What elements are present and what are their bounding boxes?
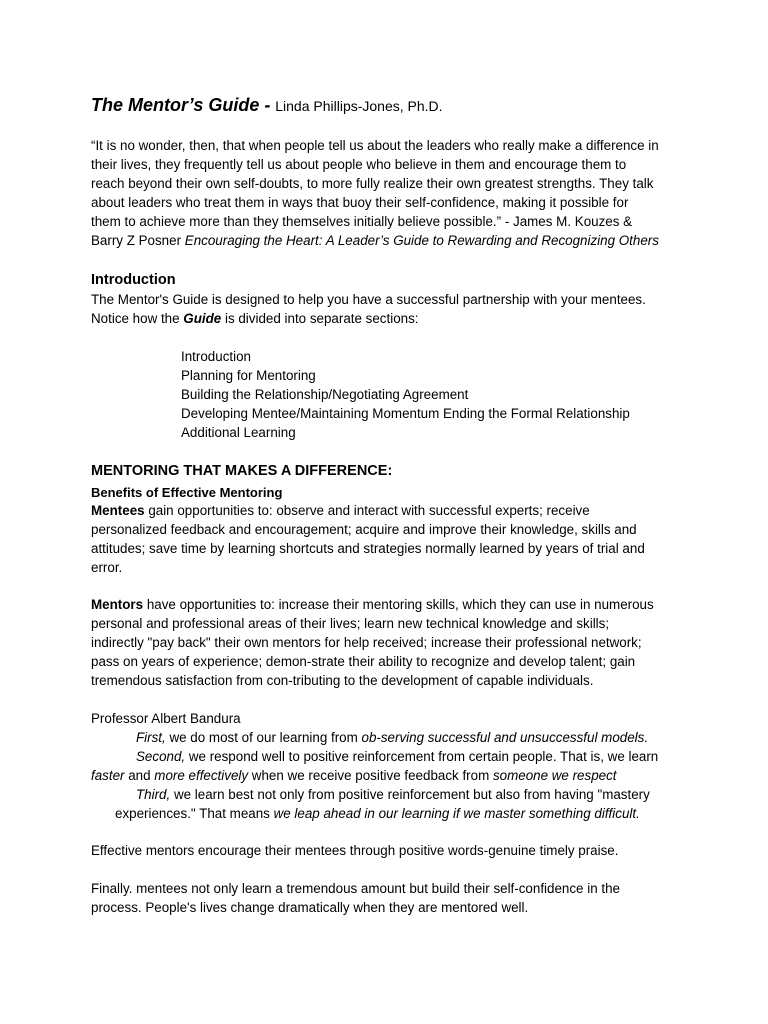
body-text: experiences." That means: [115, 806, 274, 821]
body-text: and: [124, 768, 155, 783]
emphasis: Third,: [136, 787, 171, 802]
mentors-line: pass on years of experience; demon-strate their ability to recognize and develop talent; gain: [91, 654, 636, 669]
bandura-name: Professor Albert Bandura: [91, 711, 241, 726]
author-name: Linda Phillips-Jones, Ph.D.: [275, 98, 443, 114]
intro-text: is divided into separate sections:: [221, 311, 419, 326]
finally-line: process. People's lives change dramatically when they are mentored well.: [91, 900, 529, 915]
bandura-second-cont: [91, 766, 691, 785]
quote-authors: Barry Z Posner: [91, 233, 185, 248]
guide-title: The Mentor’s Guide -: [91, 95, 271, 115]
introduction-body: [91, 290, 691, 328]
intro-text: Notice how the: [91, 311, 184, 326]
finally-line: Finally. mentees not only learn a tremendous amount but build their self-confidence in the: [91, 881, 620, 896]
guide-emphasis: Guide: [183, 311, 222, 326]
bandura-second: [91, 747, 691, 766]
benefits-subheading: Benefits of Effective Mentoring: [91, 485, 283, 500]
emphasis: more effectively: [154, 768, 249, 783]
body-text: we respond well to positive reinforcement from certain people. That is, we learn: [185, 749, 659, 764]
mentees-line: [91, 501, 691, 520]
body-text: we do most of our learning from: [165, 730, 362, 745]
emphasis: ob-serving successful and unsuccessful models.: [361, 730, 649, 745]
book-title: Encouraging the Heart: A Leader’s Guide to Rewarding and Recognizing Others: [184, 233, 659, 248]
opening-quote: [91, 136, 691, 250]
mentees-label: Mentees: [91, 503, 145, 518]
quote-line: about leaders who treat them in ways that buoy their self-confidence, making it possible for: [91, 195, 629, 210]
list-item: Planning for Mentoring: [181, 368, 316, 383]
quote-line: their lives, they frequently tell us about people who believe in them and encourage them to: [91, 157, 627, 172]
introduction-heading: Introduction: [91, 272, 176, 288]
mentees-paragraph: [91, 501, 691, 577]
mentors-paragraph: [91, 595, 691, 690]
mentees-line: attitudes; save time by learning shortcuts and strategies normally learned by years of trial and: [91, 541, 645, 556]
list-item: Building the Relationship/Negotiating Agreement: [181, 387, 469, 402]
intro-line: [91, 309, 691, 328]
quote-line: [91, 231, 691, 250]
emphasis: we leap ahead in our learning if we master something difficult.: [273, 806, 640, 821]
effective-mentors-paragraph: Effective mentors encourage their mentees through positive words-genuine timely praise.: [91, 843, 619, 858]
bandura-section: [91, 709, 691, 823]
mentors-line: [91, 595, 691, 614]
mentors-label: Mentors: [91, 597, 144, 612]
list-item: Developing Mentee/Maintaining Momentum Ending the Formal Relationship: [181, 406, 630, 421]
emphasis: Second,: [136, 749, 186, 764]
bandura-first: [91, 728, 691, 747]
emphasis: someone we respect: [492, 768, 617, 783]
mentors-text: have opportunities to: increase their mentoring skills, which they can use in numerous: [143, 597, 654, 612]
mentors-line: personal and professional areas of their lives; learn new technical knowledge and skills;: [91, 616, 610, 631]
body-text: when we receive positive feedback from: [248, 768, 493, 783]
quote-line: them to achieve more than they themselves initially believe possible.” - James M. Kouzes &: [91, 214, 633, 229]
list-item: Introduction: [181, 349, 251, 364]
sections-list: [181, 347, 768, 442]
mentees-line: personalized feedback and encouragement; acquire and improve their knowledge, skills and: [91, 522, 637, 537]
body-text: we learn best not only from positive reinforcement but also from having "mastery: [170, 787, 650, 802]
mentees-text: gain opportunities to: observe and interact with successful experts; receive: [144, 503, 590, 518]
document-title: [91, 93, 691, 118]
intro-line: The Mentor's Guide is designed to help you have a successful partnership with your mentees.: [91, 292, 646, 307]
finally-paragraph: [91, 879, 691, 917]
mentees-line: error.: [91, 560, 123, 575]
bandura-third-cont: [91, 804, 691, 823]
quote-line: “It is no wonder, then, that when people tell us about the leaders who really make a difference in: [91, 138, 659, 153]
mentors-line: indirectly "pay back" their own mentors for help received; increase their professional network;: [91, 635, 642, 650]
mentoring-heading: MENTORING THAT MAKES A DIFFERENCE:: [91, 463, 393, 479]
bandura-third: [91, 785, 691, 804]
emphasis: faster: [91, 768, 125, 783]
emphasis: First,: [136, 730, 166, 745]
list-item: Additional Learning: [181, 425, 296, 440]
quote-line: reach beyond their own self-doubts, to more fully realize their own greatest strengths. They talk: [91, 176, 654, 191]
mentors-line: tremendous satisfaction from con-tributing to the development of capable individuals.: [91, 673, 594, 688]
